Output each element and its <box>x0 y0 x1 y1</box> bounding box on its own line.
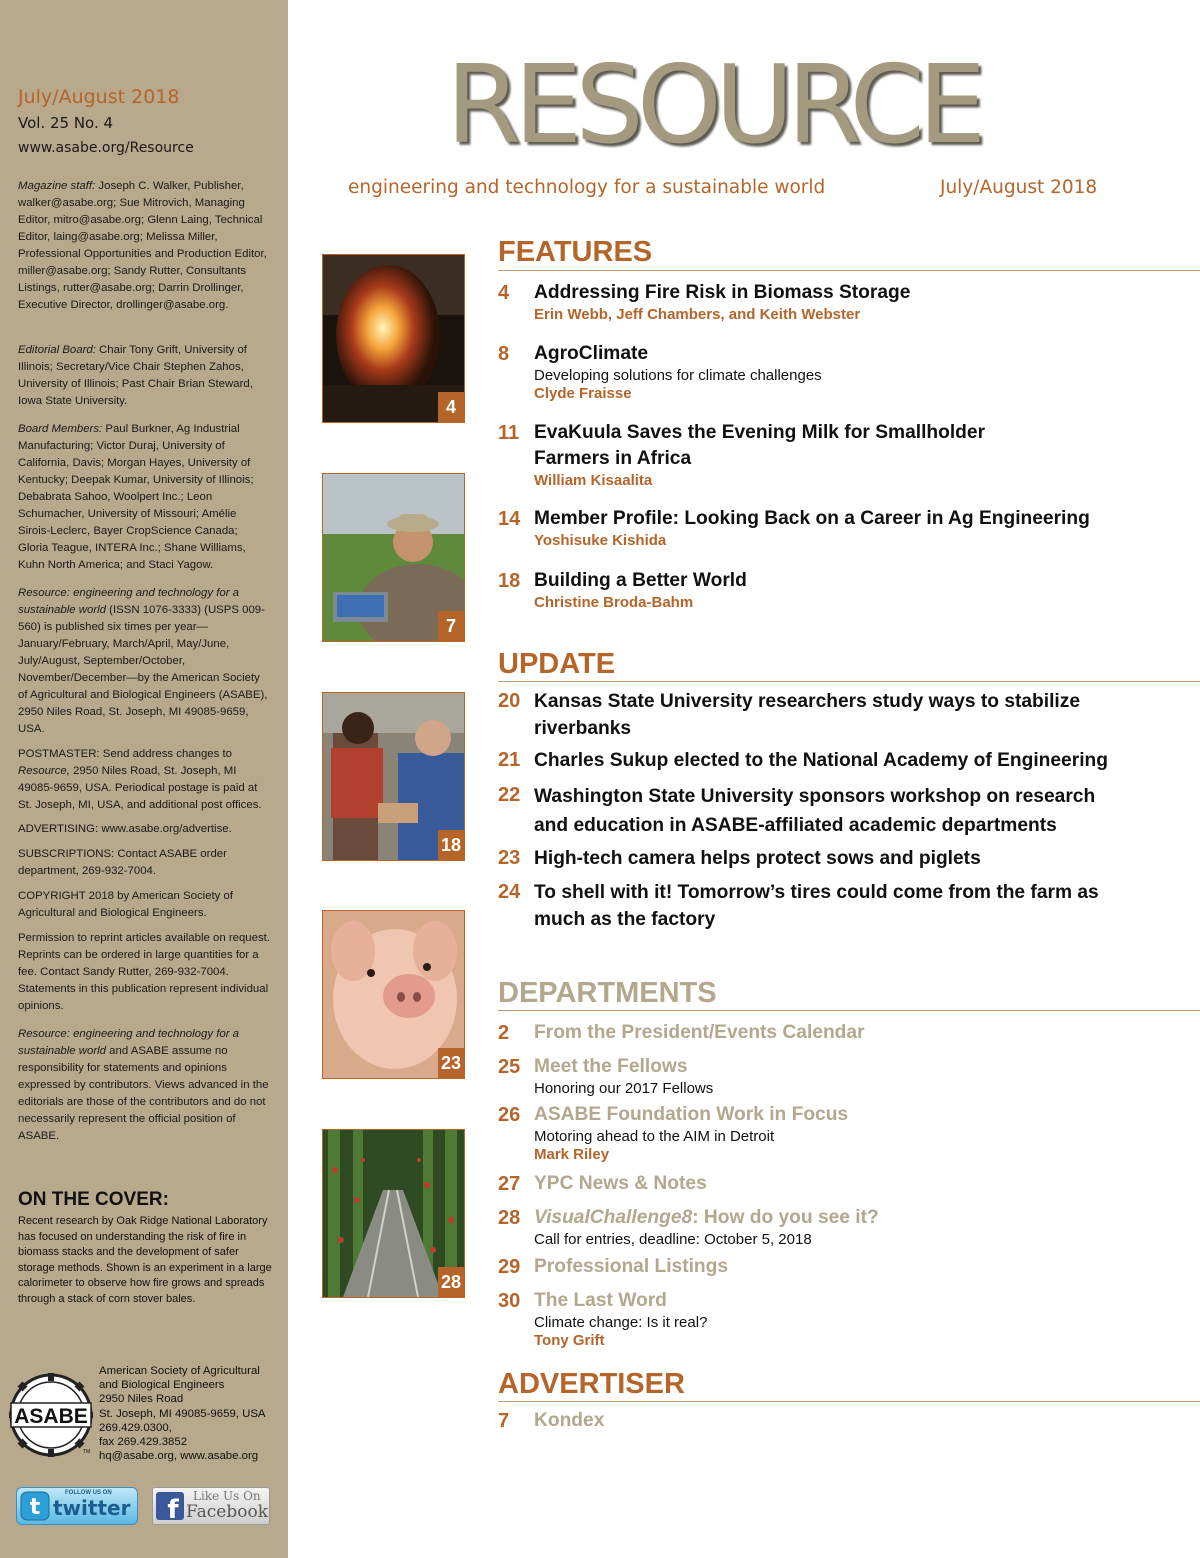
article-title: Washington State University sponsors workshop on research and education in ASABE-affiliated academic departments <box>534 786 1096 836</box>
update-heading: UPDATE <box>498 648 616 680</box>
article-title: High-tech camera helps protect sows and piglets <box>534 848 981 869</box>
board-members: Board Members: Paul Burkner, Ag Industrial Manufacturing; Victor Duraj, University of California, Davis; Morgan Hayes, University of Kentucky; Deepak Kumar, University of Illinois; Debabrata Sahoo, Woolpert Inc.; Leon Schumacher, University of Missouri; Amélie Sirois-Leclerc, Bayer CropScience Canada; Gloria Teague, INTERA Inc.; Shane Williams, Kuhn North America; and Staci Yagow. <box>18 423 254 571</box>
article-author: Yoshisuke Kishida <box>534 532 667 549</box>
article-title: VisualChallenge8: How do you see it? <box>534 1207 879 1228</box>
advertiser-item[interactable] <box>498 1408 1178 1434</box>
article-title: Building a Better World <box>534 570 747 591</box>
article-subtitle: Climate change: Is it real? <box>534 1314 708 1331</box>
page-number: 24 <box>498 881 521 903</box>
photo-page-number: 18 <box>438 830 464 860</box>
page-number: 11 <box>498 422 520 444</box>
page-number: 28 <box>498 1207 521 1229</box>
page-number: 25 <box>498 1056 521 1078</box>
departments-heading: DEPARTMENTS <box>498 977 717 1009</box>
magazine-staff: Magazine staff: Joseph C. Walker, Publisher, walker@asabe.org; Sue Mitrovich, Managing Editor, mitro@asabe.org; Glenn Laing, Technical Editor, laing@asabe.org; Melissa Miller, Professional Opportunities and Production Editor, miller@asabe.org; Sandy Rutter, Consultants Listings, rutter@asabe.org; Darrin Drollinger, Executive Director, drollinger@asabe.org. <box>18 180 267 311</box>
tagline: engineering and technology for a sustainable world <box>348 177 826 198</box>
article-subtitle: Call for entries, deadline: October 5, 2018 <box>534 1231 812 1248</box>
photo-greenhouse <box>322 1129 465 1298</box>
twitter-icon <box>20 1491 50 1521</box>
asabe-logo <box>9 1373 93 1457</box>
page-number: 8 <box>498 343 510 365</box>
article-title: From the President/Events Calendar <box>534 1022 865 1043</box>
cover-title: ON THE COVER: <box>18 1189 169 1210</box>
article-title: AgroClimate <box>534 343 649 364</box>
page-number: 27 <box>498 1173 521 1195</box>
feature-item[interactable] <box>498 420 1178 490</box>
facebook-icon <box>155 1491 185 1521</box>
article-title: ASABE Foundation Work in Focus <box>534 1104 849 1125</box>
department-item[interactable] <box>498 1205 1178 1249</box>
article-title: Addressing Fire Risk in Biomass Storage <box>534 282 911 303</box>
department-item[interactable] <box>498 1171 1178 1197</box>
issue-volume: Vol. 25 No. 4 <box>18 114 114 132</box>
page-number: 26 <box>498 1104 521 1126</box>
svg-text:ASABE: ASABE <box>14 1405 88 1428</box>
photo-child-milk <box>322 692 465 861</box>
advertiser-heading: ADVERTISER <box>498 1368 685 1400</box>
svg-text:t: t <box>29 1495 41 1520</box>
article-subtitle: Motoring ahead to the AIM in Detroit <box>534 1128 775 1145</box>
page-number: 4 <box>498 282 510 304</box>
header-date: July/August 2018 <box>940 177 1098 198</box>
article-title: Kansas State University researchers study ways to stabilize riverbanks <box>534 691 1081 739</box>
page-number: 21 <box>498 749 521 771</box>
department-item[interactable] <box>498 1102 1178 1164</box>
page-number: 7 <box>498 1410 510 1432</box>
department-item[interactable] <box>498 1054 1178 1098</box>
asabe-address: American Society of Agricultural and Biological Engineers 2950 Niles Road St. Joseph, MI 49085-9659, USA 269.429.0300, fax 269.429.3852 hq@asabe.org, www.asabe.org <box>99 1365 266 1463</box>
update-item[interactable] <box>498 688 1178 742</box>
article-title: Charles Sukup elected to the National Academy of Engineering <box>534 750 1108 771</box>
page-number: 22 <box>498 784 521 806</box>
feature-item[interactable] <box>498 341 1178 403</box>
masthead-title: RESOURCE <box>446 43 980 168</box>
issue-date: July/August 2018 <box>18 86 180 108</box>
sidebar <box>0 0 288 1558</box>
article-title: Professional Listings <box>534 1256 729 1277</box>
editorial-board: Editorial Board: Chair Tony Grift, University of Illinois; Secretary/Vice Chair Stephen Zahos, University of Illinois; Past Chair Brian Steward, Iowa State University. <box>18 344 253 407</box>
update-rule <box>498 681 1200 682</box>
svg-text:f: f <box>167 1495 179 1521</box>
article-title: EvaKuula Saves the Evening Milk for Smallholder Farmers in Africa <box>534 422 986 469</box>
article-title: Meet the Fellows <box>534 1056 688 1077</box>
advertiser-rule <box>498 1401 1200 1402</box>
page-number: 14 <box>498 508 521 530</box>
department-item[interactable] <box>498 1288 1178 1350</box>
cover-description: Recent research by Oak Ridge National Laboratory has focused on understanding the risk of fire in biomass stacks and the development of safer storage methods. Shown is an experiment in a large calorimeter to observe how fire grows and spreads through a stack of corn stover bales. <box>18 1215 272 1305</box>
department-item[interactable] <box>498 1020 1178 1046</box>
postmaster-info: POSTMASTER: Send address changes to Resource, 2950 Niles Road, St. Joseph, MI 49085-9659, USA. Periodical postage is paid at St. Joseph, MI, USA, and additional post offices. <box>18 748 262 811</box>
update-item[interactable] <box>498 845 1178 872</box>
subscriptions-info: SUBSCRIPTIONS: Contact ASABE order department, 269-932-7004. <box>18 848 227 877</box>
photo-page-number: 4 <box>438 392 464 422</box>
article-author: Mark Riley <box>534 1146 610 1163</box>
facebook-like-button[interactable]: f Like Us On Facebook <box>152 1487 270 1525</box>
article-author: Tony Grift <box>534 1332 605 1349</box>
page-number: 30 <box>498 1290 521 1312</box>
article-author: William Kisaalita <box>534 472 653 489</box>
permission-info: Permission to reprint articles available on request. Reprints can be ordered in large quantities for a fee. Contact Sandy Rutter, 269-932-7004. Statements in this publication represent individual opinions. <box>18 932 270 1012</box>
update-item[interactable] <box>498 879 1178 933</box>
page-number: 20 <box>498 690 521 712</box>
page-number: 29 <box>498 1256 521 1278</box>
page-number: 23 <box>498 847 521 869</box>
article-subtitle: Developing solutions for climate challenges <box>534 367 822 384</box>
svg-text:TM: TM <box>83 1449 91 1455</box>
department-item[interactable] <box>498 1254 1178 1280</box>
photo-page-number: 7 <box>438 611 464 641</box>
features-heading: FEATURES <box>498 236 653 268</box>
article-author: Christine Broda-Bahm <box>534 594 694 611</box>
photo-fire-biomass <box>322 254 465 423</box>
photo-page-number: 28 <box>438 1267 464 1297</box>
article-title: YPC News & Notes <box>534 1173 707 1194</box>
advertising-info: ADVERTISING: www.asabe.org/advertise. <box>18 823 232 835</box>
article-title: To shell with it! Tomorrow’s tires could come from the farm as much as the factory <box>534 882 1099 930</box>
feature-item[interactable] <box>498 568 1178 612</box>
article-author: Erin Webb, Jeff Chambers, and Keith Webster <box>534 306 861 323</box>
feature-item[interactable] <box>498 280 1178 324</box>
article-title: The Last Word <box>534 1290 667 1311</box>
advertiser-name: Kondex <box>534 1410 605 1431</box>
page-number: 18 <box>498 570 521 592</box>
departments-rule <box>498 1010 1200 1011</box>
feature-item[interactable] <box>498 506 1178 550</box>
features-rule <box>498 270 1200 271</box>
twitter-follow-button[interactable]: t FOLLOW US ON twitter <box>16 1487 138 1525</box>
disclaimer-info: Resource: engineering and technology for a sustainable world and ASABE assume no responsibility for statements and opinions expressed by contributors. Views advanced in the editorials are those of the contributors and do not necessarily represent the official position of ASABE. <box>18 1028 269 1142</box>
photo-page-number: 23 <box>438 1048 464 1078</box>
update-item[interactable] <box>498 747 1178 774</box>
article-title: Member Profile: Looking Back on a Career in Ag Engineering <box>534 508 1090 529</box>
publication-info: Resource: engineering and technology for a sustainable world (ISSN 1076-3333) (USPS 009-560) is published six times per year—January/February, March/April, May/June, July/August, September/October, November/December—by the American Society of Agricultural and Biological Engineers (ASABE), 2950 Niles Road, St. Joseph, MI 49085-9659, USA. <box>18 587 268 735</box>
photo-piglet <box>322 910 465 1079</box>
article-author: Clyde Fraisse <box>534 385 632 402</box>
photo-researcher-field <box>322 473 465 642</box>
update-item[interactable] <box>498 782 1178 840</box>
resource-url[interactable]: www.asabe.org/Resource <box>18 140 194 156</box>
copyright-info: COPYRIGHT 2018 by American Society of Agricultural and Biological Engineers. <box>18 890 234 919</box>
article-subtitle: Honoring our 2017 Fellows <box>534 1080 714 1097</box>
page-number: 2 <box>498 1022 510 1044</box>
